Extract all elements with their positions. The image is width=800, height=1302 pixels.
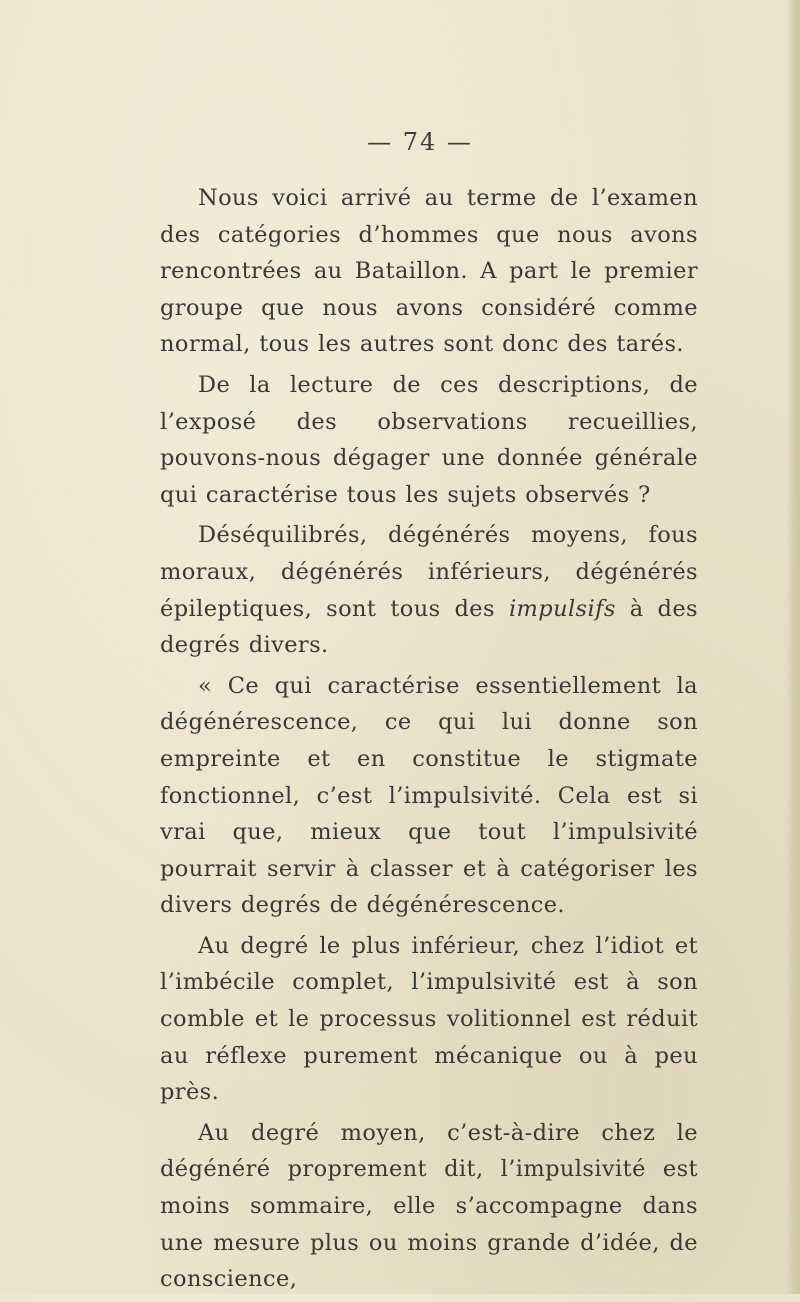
paragraph-3-end: à des degrés divers. <box>160 595 698 659</box>
paragraph-3-start: Déséquilibrés, dégénérés moyens, fous moraux, dégénérés inférieurs, dégénérés épileptiques, sont tous des <box>160 522 698 622</box>
emphasis-impulsifs: impulsifs <box>508 595 616 622</box>
paragraph-5: Au degré le plus inférieur, chez l’idiot et l’imbécile complet, l’impulsivité est à son comble et le processus volitionnel est réduit au réflexe purement mécanique ou à peu près. <box>160 932 698 1106</box>
page-number: — 74 — <box>367 128 473 156</box>
paragraph-4: « Ce qui caractérise essentiellement la dégénérescence, ce qui lui donne son empreinte et en constitue le stigmate fonctionnel, c’est l’impulsivité. Cela est si vrai que, mieux que tout l’impulsivité pourrait servir à classer et à catégoriser les divers degrés de dégénérescence. <box>160 672 698 919</box>
paragraph-1: Nous voici arrivé au terme de l’examen des catégories d’hommes que nous avons rencontrées au Bataillon. A part le premier groupe que nous avons considéré comme normal, tous les autres sont donc des tarés. <box>160 185 698 358</box>
body-text <box>160 180 698 1302</box>
paragraph-6: Au degré moyen, c’est-à-dire chez le dégénéré proprement dit, l’impulsivité est moins sommaire, elle s’accompagne dans une mesure plus ou moins grande d’idée, de conscience, <box>160 1119 698 1293</box>
paragraph-2: De la lecture de ces descriptions, de l’exposé des observations recueillies, pouvons-nous dégager une donnée générale qui caractérise tous les sujets observés ? <box>160 371 698 508</box>
paragraph-3 <box>160 517 698 663</box>
page-edge <box>786 0 800 1294</box>
